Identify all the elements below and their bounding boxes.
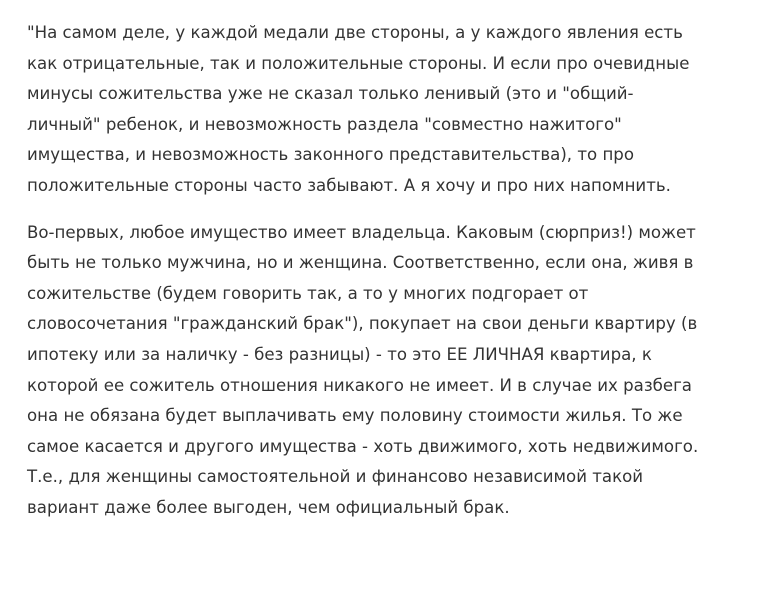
text-line: Во-первых, любое имущество имеет владельца. Каковым (сюрприз!) может: [27, 222, 696, 242]
text-line: вариант даже более выгоден, чем официальный брак.: [27, 497, 510, 517]
text-line: Т.е., для женщины самостоятельной и финансово независимой такой: [27, 467, 644, 487]
text-line: минусы сожительства уже не сказал только ленивый (это и "общий-: [27, 84, 634, 104]
text-line: имущества, и невозможность законного представительства), то про: [27, 145, 634, 165]
text-line: она не обязана будет выплачивать ему половину стоимости жилья. То же: [27, 406, 683, 426]
paragraph-2: [27, 218, 767, 524]
text-line: личный" ребенок, и невозможность раздела "совместно нажитого": [27, 114, 622, 134]
text-line: самое касается и другого имущества - хоть движимого, хоть недвижимого.: [27, 436, 699, 456]
paragraph-1: [27, 18, 767, 202]
text-line: которой ее сожитель отношения никакого не имеет. И в случае их разбега: [27, 375, 692, 395]
text-line: сожительстве (будем говорить так, а то у многих подгорает от: [27, 283, 589, 303]
text-line: словосочетания "гражданский брак"), покупает на свои деньги квартиру (в: [27, 314, 698, 334]
text-line: положительные стороны часто забывают. А я хочу и про них напомнить.: [27, 175, 671, 195]
text-line: быть не только мужчина, но и женщина. Соответственно, если она, живя в: [27, 253, 694, 273]
text-line: "На самом деле, у каждой медали две стороны, а у каждого явления есть: [27, 23, 683, 42]
article-text: [27, 18, 767, 524]
text-line: как отрицательные, так и положительные стороны. И если про очевидные: [27, 53, 690, 73]
text-line: ипотеку или за наличку - без разницы) - то это ЕЕ ЛИЧНАЯ квартира, к: [27, 344, 652, 364]
